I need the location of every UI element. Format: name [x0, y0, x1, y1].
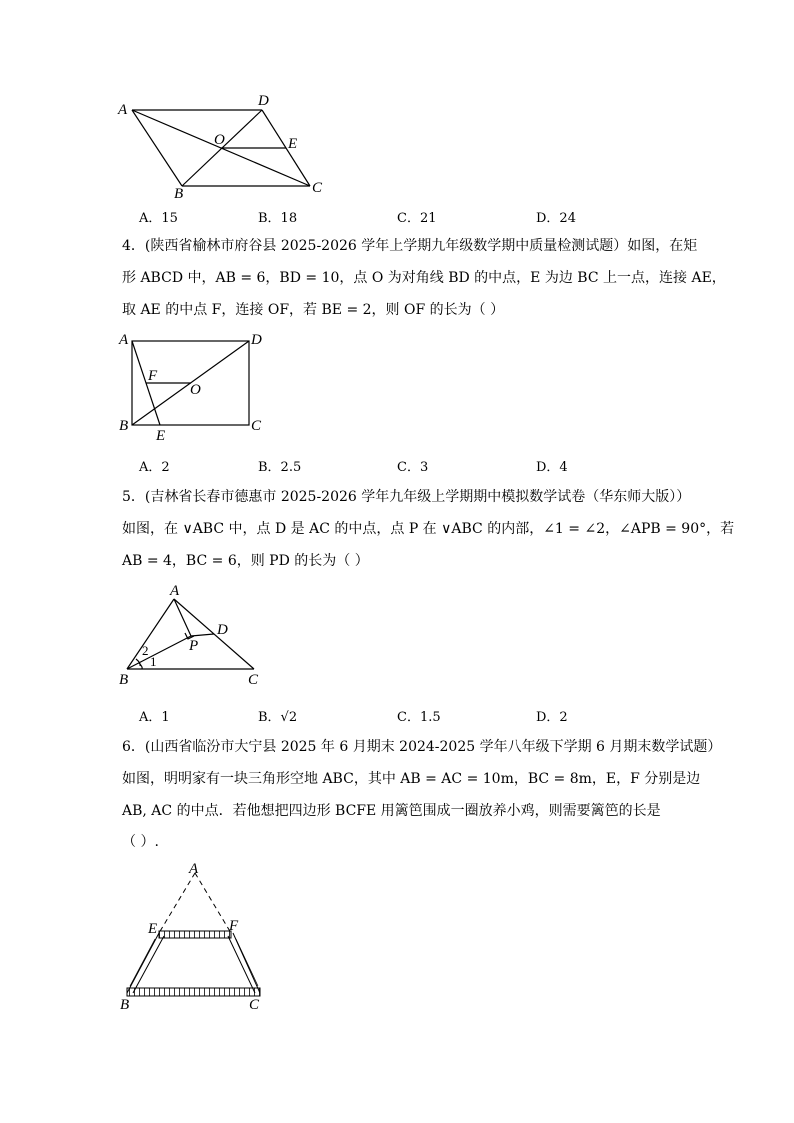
q3-option-d[interactable]: D．24 [536, 211, 576, 226]
q6-fence-figure [112, 858, 282, 1018]
q4-label-a: A [119, 332, 129, 348]
q3-label-e: E [288, 136, 298, 152]
q3-label-c: C [312, 180, 323, 196]
q3-label-d: D [258, 93, 269, 109]
q3-parallelogram-figure [110, 88, 340, 200]
q5-option-a[interactable]: A．1 [139, 710, 170, 725]
q6-stem-line-3: AB, AC 的中点．若他想把四边形 BCFE 用篱笆围成一圈放养小鸡，则需要篱笆的长是 [122, 803, 661, 819]
q4-label-b: B [119, 418, 129, 434]
q6-label-a: A [189, 861, 199, 877]
q4-label-c: C [251, 418, 262, 434]
q6-label-f: F [229, 918, 239, 934]
q5-stem-line-2: 如图，在 ∨ABC 中，点 D 是 AC 的中点，点 P 在 ∨ABC 的内部，∠1 = ∠2，∠APB = 90°，若 [122, 521, 735, 537]
q5-label-a: A [170, 583, 180, 599]
q4-rectangle-figure [112, 328, 272, 444]
q3-label-b: B [174, 186, 184, 200]
q4-stem-line-3: 取 AE 的中点 F，连接 OF，若 BE = 2，则 OF 的长为（ ） [122, 302, 505, 318]
q5-option-c[interactable]: C．1.5 [397, 710, 441, 725]
q3-label-o: O [214, 132, 225, 148]
q5-triangle-figure [112, 582, 272, 690]
q6-label-c: C [249, 997, 260, 1013]
q6-stem-line-1: 6．(山西省临汾市大宁县 2025 年 6 月期末 2024-2025 学年八年级下学期 6 月期末数学试题） [122, 739, 722, 755]
q3-label-a: A [118, 102, 128, 118]
q4-stem-line-2: 形 ABCD 中，AB = 6，BD = 10，点 O 为对角线 BD 的中点，E 为边 BC 上一点，连接 AE， [122, 270, 726, 286]
q4-label-o: O [190, 382, 201, 398]
q6-label-e: E [148, 921, 158, 937]
q5-label-p: P [189, 638, 199, 654]
q5-label-c: C [248, 672, 259, 688]
q3-option-a[interactable]: A．15 [139, 211, 178, 226]
q6-stem-line-2: 如图，明明家有一块三角形空地 ABC，其中 AB = AC = 10m，BC = 8m，E，F 分别是边 [122, 771, 701, 787]
q5-stem-line-1: 5．(吉林省长春市德惠市 2025-2026 学年九年级上学期期中模拟数学试卷（华东师大版）） [122, 489, 691, 505]
q5-label-d: D [217, 622, 228, 638]
q4-option-b[interactable]: B．2.5 [258, 460, 302, 475]
q6-stem-line-4: （ ）. [122, 834, 159, 850]
q6-label-b: B [120, 997, 130, 1013]
q4-option-c[interactable]: C．3 [397, 460, 429, 475]
q3-option-b[interactable]: B．18 [258, 211, 298, 226]
q4-label-d: D [251, 332, 262, 348]
q5-label-angle-1: 1 [150, 654, 157, 669]
q5-option-d[interactable]: D．2 [536, 710, 568, 725]
q4-stem-line-1: 4．(陕西省榆林市府谷县 2025-2026 学年上学期九年级数学期中质量检测试题）如图，在矩 [122, 238, 698, 254]
q5-option-b[interactable]: B．√2 [258, 710, 298, 725]
q5-label-b: B [119, 672, 129, 688]
q4-label-f: F [148, 368, 158, 384]
q5-label-angle-2: 2 [142, 643, 149, 658]
q5-stem-line-3: AB = 4，BC = 6，则 PD 的长为（ ） [122, 553, 369, 569]
q3-option-c[interactable]: C．21 [397, 211, 437, 226]
q4-label-e: E [156, 428, 166, 444]
q4-option-d[interactable]: D．4 [536, 460, 568, 475]
q4-option-a[interactable]: A．2 [139, 460, 170, 475]
